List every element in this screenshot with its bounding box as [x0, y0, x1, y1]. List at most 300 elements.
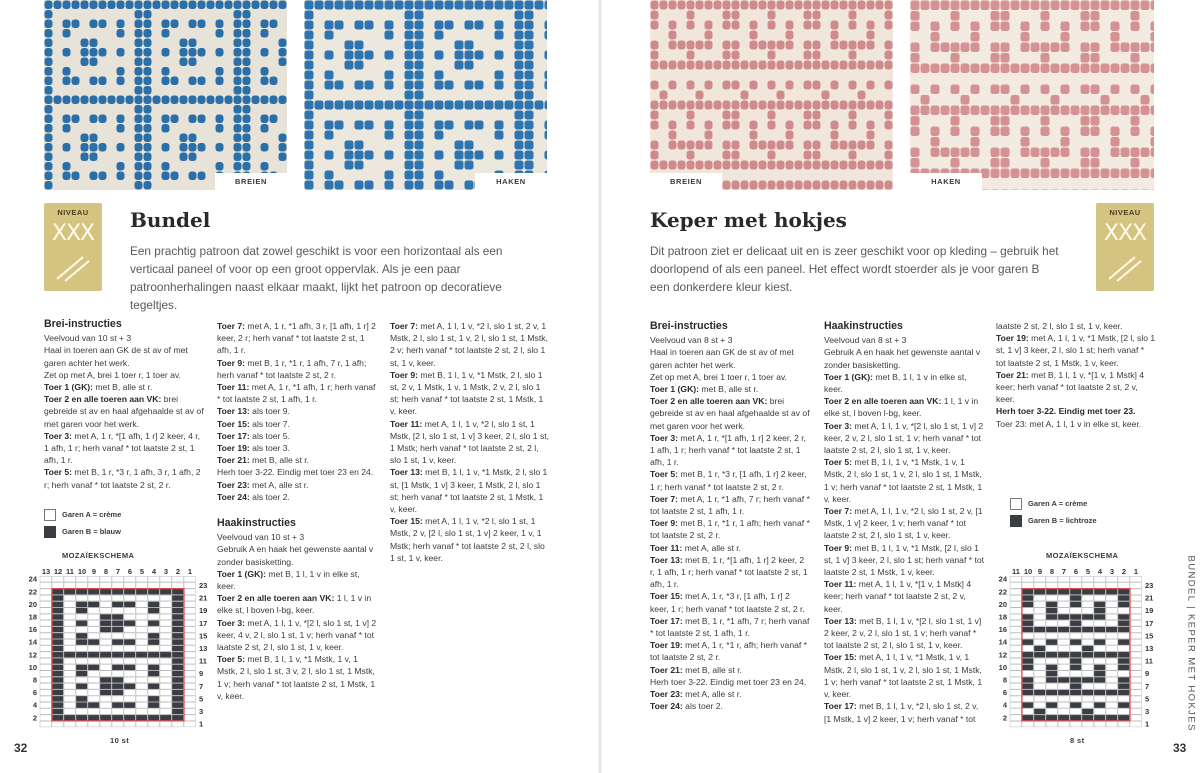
swatch-dark-icon	[44, 526, 56, 538]
chart-cell	[124, 709, 135, 715]
chart-cell	[1070, 658, 1081, 664]
instruction-line: Veelvoud van 10 st + 3	[44, 333, 132, 344]
instruction-line: Toer 5: met B, 1 r, *3 r, 1 afh, 3 r, 1 afh, 2 r; herh vanaf * tot laatste 2 st, 2 r.	[44, 467, 201, 490]
chart-cell	[1058, 702, 1069, 708]
instruction-line: Toer 2 en alle toeren aan VK: 1 l, 1 v in elke st, l boven l-bg, keer.	[217, 593, 372, 616]
instruction-line: Toer 3: met A, 1 l, 1 v, *[2 l, slo 1 st, 1 v] 2 keer, 2 v, 2 l, slo 1 st, 1 v; herh vanaf * tot laatste 2 st, 2 l, slo 1 st, 1 v, keer.	[824, 420, 984, 456]
chart-cell	[1082, 690, 1093, 696]
chart-cell	[1034, 627, 1045, 633]
crochet-instructions-continued	[390, 320, 550, 564]
chart-cell	[1070, 671, 1081, 677]
chart-cell	[160, 721, 171, 727]
chart-cell	[64, 690, 75, 696]
chart-cell	[160, 709, 171, 715]
chart-cell	[52, 614, 63, 620]
legend-item-b: Garen B = blauw	[44, 523, 121, 540]
chart-cell	[76, 709, 87, 715]
chart-cell	[52, 671, 63, 677]
chart-cell	[1094, 652, 1105, 658]
chart-cell	[112, 614, 123, 620]
level-label: NIVEAU	[57, 208, 89, 217]
chart-cell	[184, 696, 195, 702]
chart-cell	[112, 658, 123, 664]
chart-cell	[184, 639, 195, 645]
chart-cell	[1058, 696, 1069, 702]
chart-cell	[136, 683, 147, 689]
chart-cell	[1070, 709, 1081, 715]
chart-cell	[136, 658, 147, 664]
chart-cell	[64, 721, 75, 727]
chart-cell	[1130, 595, 1141, 601]
chart-cell	[1022, 576, 1033, 582]
chart-cell	[172, 721, 183, 727]
chart-cell	[40, 690, 51, 696]
chart-cell	[1034, 639, 1045, 645]
chart-cell	[100, 633, 111, 639]
legend-item-a: Garen A = crème	[44, 506, 121, 523]
chart-cell	[136, 589, 147, 595]
chart-cell	[88, 602, 99, 608]
chart-cell	[112, 639, 123, 645]
instruction-line: Toer 24: als toer 2.	[650, 701, 723, 712]
instruction-line: Toer 13: met B, 1 l, 1 v, *1 Mstk, 2 l, slo 1 st, [1 Mstk, 1 v] 3 keer, 1 Mstk, 2 l, slo 1 st; herh vanaf * tot laatste 2 st, 1 Mstk, 1 v, keer.	[390, 467, 548, 515]
chart-cell	[1094, 583, 1105, 589]
chart-cell	[124, 690, 135, 696]
chart-cell	[100, 620, 111, 626]
chart-cell	[1010, 696, 1021, 702]
chart-cell	[76, 602, 87, 608]
chart-cell	[64, 627, 75, 633]
chart-cell	[64, 683, 75, 689]
chart-cell	[172, 620, 183, 626]
chart-cell	[1058, 671, 1069, 677]
chart-cell	[76, 671, 87, 677]
chart-cell	[1130, 633, 1141, 639]
chart-cell	[1118, 595, 1129, 601]
pattern-title: Bundel	[130, 208, 211, 232]
chart-cell	[112, 715, 123, 721]
instruction-line: Toer 11: met A, alle st r.	[650, 542, 742, 553]
chart-cell	[1094, 620, 1105, 626]
swatch-cream-icon	[44, 509, 56, 521]
row-number: 23	[1145, 580, 1154, 590]
column-number: 7	[1061, 567, 1067, 576]
chart-cell	[1070, 652, 1081, 658]
chart-cell	[1034, 690, 1045, 696]
chart-cell	[124, 646, 135, 652]
instruction-line: Haal in toeren aan GK de st av of met garen achter het werk.	[650, 347, 794, 370]
row-number: 16	[998, 625, 1007, 635]
instruction-line: Toer 9: met B, 1 l, 1 v, *1 Mstk, [2 l, slo 1 st, 1 v] 3 keer, 2 l, slo 1 st; herh vanaf * tot laatste 2 st, 1 Mstk, 1 v, keer.	[824, 542, 985, 578]
chart-cell	[1094, 721, 1105, 727]
chart-cell	[52, 633, 63, 639]
chart-cell	[112, 608, 123, 614]
chart-cell	[88, 576, 99, 582]
chart-cell	[172, 715, 183, 721]
chart-cell	[1070, 589, 1081, 595]
chart-cell	[1058, 683, 1069, 689]
chart-cell	[1130, 602, 1141, 608]
chart-cell	[100, 583, 111, 589]
chart-cell	[1070, 702, 1081, 708]
page-number-right: 33	[1173, 741, 1187, 755]
row-number: 2	[32, 713, 37, 723]
chart-cell	[88, 608, 99, 614]
chart-cell	[1070, 715, 1081, 721]
chart-cell	[124, 576, 135, 582]
crochet-photo-blue	[304, 0, 547, 190]
row-number: 9	[1145, 669, 1150, 679]
chart-cell	[1118, 576, 1129, 582]
column-number: 2	[175, 567, 181, 576]
chart-cell	[40, 652, 51, 658]
chart-cell	[1022, 614, 1033, 620]
row-number: 19	[1145, 606, 1154, 616]
chart-cell	[1106, 608, 1117, 614]
chart-stitch-label: 8 st	[1070, 736, 1085, 745]
chart-cell	[76, 665, 87, 671]
chart-cell	[112, 665, 123, 671]
chart-cell	[40, 646, 51, 652]
chart-cell	[1106, 614, 1117, 620]
instruction-line: Toer 13: met B, 1 l, 1 v, *[2 l, slo 1 st, 1 v] 2 keer, 2 v, 2 l, slo 1 st, 1 v; herh vanaf * tot laatste 2 st, 2 l, slo 1 st, 1 v, keer.	[824, 615, 982, 651]
chart-cell	[88, 633, 99, 639]
level-badge	[44, 203, 102, 291]
chart-cell	[148, 576, 159, 582]
level-mark: XXX	[1103, 221, 1147, 246]
chart-cell	[88, 696, 99, 702]
chart-cell	[52, 715, 63, 721]
legend-item-a: Garen A = crème	[1010, 495, 1097, 512]
instruction-line: Toer 5: met B, 1 l, 1 v, *1 Mstk, 1 v, 1 Mstk, 2 l, slo 1 st, 1 v, 2 l, slo 1 st, 1 Mstk, 1 v; herh vanaf * tot laatste 2 st, 1 Mstk, 1 v, keer.	[824, 457, 983, 504]
chart-cell	[76, 658, 87, 664]
chart-cell	[124, 658, 135, 664]
chart-cell	[1070, 639, 1081, 645]
chart-cell	[1058, 677, 1069, 683]
chart-cell	[184, 627, 195, 633]
chart-cell	[76, 576, 87, 582]
row-number: 4	[32, 700, 37, 710]
chart-cell	[1046, 709, 1057, 715]
chart-cell	[64, 639, 75, 645]
chart-cell	[52, 683, 63, 689]
chart-cell	[100, 608, 111, 614]
chart-cell	[64, 595, 75, 601]
chart-cell	[1118, 715, 1129, 721]
chart-cell	[1034, 671, 1045, 677]
chart-cell	[1130, 583, 1141, 589]
row-number: 21	[199, 593, 208, 603]
chart-cell	[1070, 583, 1081, 589]
chart-cell	[1070, 665, 1081, 671]
chart-cell	[1010, 627, 1021, 633]
instruction-line: Toer 24: als toer 2.	[217, 491, 290, 502]
chart-cell	[1058, 639, 1069, 645]
chart-cell	[112, 602, 123, 608]
instruction-line: Herh toer 3-22. Eindig met toer 23 en 24.	[217, 467, 374, 478]
chart-cell	[52, 608, 63, 614]
chart-cell	[1082, 683, 1093, 689]
column-number: 1	[1133, 567, 1139, 576]
chart-cell	[1046, 620, 1057, 626]
swatch-dark-icon	[1010, 515, 1022, 527]
right-page	[600, 0, 1200, 773]
chart-cell	[184, 608, 195, 614]
chart-cell	[88, 639, 99, 645]
chart-cell	[1094, 589, 1105, 595]
instruction-line: Herh toer 3-22. Eindig met toer 23 en 24.	[650, 676, 807, 687]
chart-cell	[1010, 690, 1021, 696]
chart-cell	[136, 633, 147, 639]
chart-cell	[88, 665, 99, 671]
chart-cell	[100, 602, 111, 608]
chart-cell	[1130, 576, 1141, 582]
chart-cell	[100, 646, 111, 652]
chart-cell	[52, 602, 63, 608]
chart-cell	[52, 702, 63, 708]
chart-cell	[1106, 671, 1117, 677]
chart-cell	[52, 658, 63, 664]
chart-cell	[160, 633, 171, 639]
chart-cell	[1106, 690, 1117, 696]
chart-cell	[172, 595, 183, 601]
chart-cell	[136, 627, 147, 633]
chart-cell	[160, 665, 171, 671]
chart-cell	[160, 639, 171, 645]
chart-cell	[1106, 595, 1117, 601]
chart-cell	[1046, 721, 1057, 727]
knit-lines	[650, 334, 810, 712]
chart-cell	[124, 583, 135, 589]
chart-cell	[1046, 614, 1057, 620]
knit-lines-continued	[217, 320, 377, 503]
chart-cell	[1046, 683, 1057, 689]
chart-cell	[172, 633, 183, 639]
chart-cell	[1022, 639, 1033, 645]
chart-cell	[112, 589, 123, 595]
crochet-photo-pink	[910, 0, 1154, 190]
chart-cell	[1118, 658, 1129, 664]
chart-cell	[100, 709, 111, 715]
chart-cell	[76, 639, 87, 645]
chart-cell	[100, 652, 111, 658]
chart-cell	[1034, 665, 1045, 671]
instruction-line: Toer 11: met A, 1 r, *1 afh, 1 r; herh vanaf * tot laatste 2 st, 1 afh, 1 r.	[217, 382, 376, 405]
chart-cell	[1130, 608, 1141, 614]
chart-cell	[1034, 633, 1045, 639]
chart-cell	[1022, 589, 1033, 595]
chart-cell	[64, 614, 75, 620]
chart-cell	[64, 620, 75, 626]
chart-cell	[124, 715, 135, 721]
chart-cell	[136, 702, 147, 708]
instruction-line: Toer 17: als toer 5.	[217, 430, 290, 441]
chart-cell	[1106, 639, 1117, 645]
knit-instructions	[650, 320, 810, 713]
chart-cell	[160, 576, 171, 582]
chart-cell	[1130, 589, 1141, 595]
chart-cell	[148, 721, 159, 727]
chart-cell	[100, 715, 111, 721]
chart-cell	[88, 589, 99, 595]
chart-cell	[1082, 709, 1093, 715]
chart-cell	[100, 671, 111, 677]
chart-cell	[100, 721, 111, 727]
chart-cell	[124, 677, 135, 683]
chart-cell	[1034, 683, 1045, 689]
instruction-line: Toer 9: met B, 1 r, *1 r, 1 afh; herh vanaf * tot laatste 2 st, 2 r.	[650, 518, 810, 541]
chart-cell	[1094, 614, 1105, 620]
chart-cell	[1130, 721, 1141, 727]
row-number: 8	[32, 675, 37, 685]
chart-cell	[184, 665, 195, 671]
chart-cell	[1046, 702, 1057, 708]
yarn-legend	[1010, 495, 1097, 529]
chart-cell	[124, 608, 135, 614]
instruction-line: Toer 1 (GK): met B, alle st r.	[44, 382, 153, 393]
instruction-line: Toer 15: als toer 7.	[217, 418, 290, 429]
chart-cell	[1094, 595, 1105, 601]
chart-cell	[136, 696, 147, 702]
chart-cell	[40, 633, 51, 639]
chart-cell	[1082, 665, 1093, 671]
chart-cell	[172, 576, 183, 582]
chart-cell	[184, 576, 195, 582]
instruction-line: Veelvoud van 8 st + 3	[824, 335, 907, 346]
chart-cell	[172, 639, 183, 645]
chart-cell	[148, 652, 159, 658]
row-number: 11	[1145, 656, 1153, 666]
row-number: 17	[1145, 618, 1154, 628]
chart-cell	[1070, 683, 1081, 689]
chart-cell	[172, 627, 183, 633]
chart-cell	[148, 709, 159, 715]
column-number: 9	[1037, 567, 1043, 576]
chart-cell	[124, 633, 135, 639]
chart-cell	[1058, 620, 1069, 626]
row-number: 12	[998, 650, 1007, 660]
chart-cell	[52, 709, 63, 715]
chart-cell	[52, 595, 63, 601]
photo-label-breien: BREIEN	[215, 173, 287, 190]
chart-cell	[40, 595, 51, 601]
chart-cell	[172, 677, 183, 683]
chart-cell	[148, 715, 159, 721]
chart-cell	[112, 595, 123, 601]
chart-cell	[136, 652, 147, 658]
chart-cell	[160, 683, 171, 689]
chart-cell	[52, 639, 63, 645]
chart-cell	[1010, 602, 1021, 608]
chart-cell	[1034, 583, 1045, 589]
chart-cell	[160, 646, 171, 652]
row-number: 15	[199, 631, 208, 641]
chart-cell	[52, 665, 63, 671]
chart-cell	[124, 665, 135, 671]
chart-cell	[1010, 608, 1021, 614]
chart-cell	[40, 715, 51, 721]
chart-cell	[1106, 658, 1117, 664]
knit-instructions-continued	[217, 320, 377, 702]
chart-cell	[1094, 658, 1105, 664]
chart-cell	[76, 683, 87, 689]
column-number: 12	[53, 567, 63, 576]
chart-cell	[1082, 652, 1093, 658]
row-number: 22	[28, 587, 37, 597]
chart-cell	[184, 690, 195, 696]
instruction-line: Toer 1 (GK): met B, 1 l, 1 v in elke st, keer.	[217, 568, 360, 592]
row-number: 13	[1145, 643, 1154, 653]
chart-cell	[1118, 602, 1129, 608]
chart-cell	[64, 658, 75, 664]
chart-cell	[136, 639, 147, 645]
chart-cell	[76, 677, 87, 683]
column-number: 5	[139, 567, 145, 576]
chart-cell	[64, 715, 75, 721]
chart-cell	[76, 608, 87, 614]
row-number: 4	[1002, 700, 1007, 710]
chart-cell	[40, 583, 51, 589]
chart-cell	[1010, 639, 1021, 645]
chart-cell	[88, 620, 99, 626]
chart-cell	[100, 677, 111, 683]
mosaic-grid	[994, 566, 1170, 750]
chart-cell	[184, 614, 195, 620]
column-number: 1	[187, 567, 193, 576]
chart-cell	[112, 721, 123, 727]
chart-cell	[1010, 576, 1021, 582]
level-label: NIVEAU	[1109, 208, 1141, 217]
mosaic-grid	[24, 566, 224, 750]
chart-cell	[124, 614, 135, 620]
chart-cell	[40, 576, 51, 582]
row-number: 7	[199, 681, 204, 691]
chart-cell	[136, 608, 147, 614]
crochet-lines-continued	[996, 320, 1156, 430]
chart-cell	[112, 683, 123, 689]
chart-cell	[76, 595, 87, 601]
chart-cell	[1058, 658, 1069, 664]
chart-cell	[1022, 646, 1033, 652]
chart-cell	[184, 633, 195, 639]
chart-cell	[100, 595, 111, 601]
chart-cell	[88, 683, 99, 689]
chart-cell	[1094, 715, 1105, 721]
instruction-line: Toer 5: met B, 1 l, 1 v, *1 Mstk, 1 v, 1 Mstk, 2 l, slo 1 st, 3 v, 2 l, slo 1 st, 1 Mstk, 1 v; herh vanaf * tot laatste 2 st, 1 Mstk, 1 v, keer.	[217, 654, 376, 701]
instruction-line: Herh toer 3-22. Eindig met toer 23.	[996, 406, 1136, 417]
chart-cell	[1130, 627, 1141, 633]
chart-cell	[100, 665, 111, 671]
chart-cell	[64, 671, 75, 677]
chart-cell	[1046, 658, 1057, 664]
chart-cell	[1058, 709, 1069, 715]
chart-cell	[160, 620, 171, 626]
chart-cell	[40, 696, 51, 702]
chart-cell	[1010, 721, 1021, 727]
chart-cell	[1082, 671, 1093, 677]
instruction-line: Toer 23: met A, alle st r.	[650, 689, 742, 700]
chart-cell	[172, 690, 183, 696]
column-number: 8	[1049, 567, 1055, 576]
chart-cell	[148, 677, 159, 683]
chart-cell	[88, 614, 99, 620]
row-number: 18	[28, 612, 37, 622]
chart-cell	[1022, 608, 1033, 614]
chart-stitch-label: 10 st	[110, 736, 130, 745]
row-number: 14	[998, 637, 1007, 647]
chart-cell	[1118, 677, 1129, 683]
level-badge	[1096, 203, 1154, 291]
